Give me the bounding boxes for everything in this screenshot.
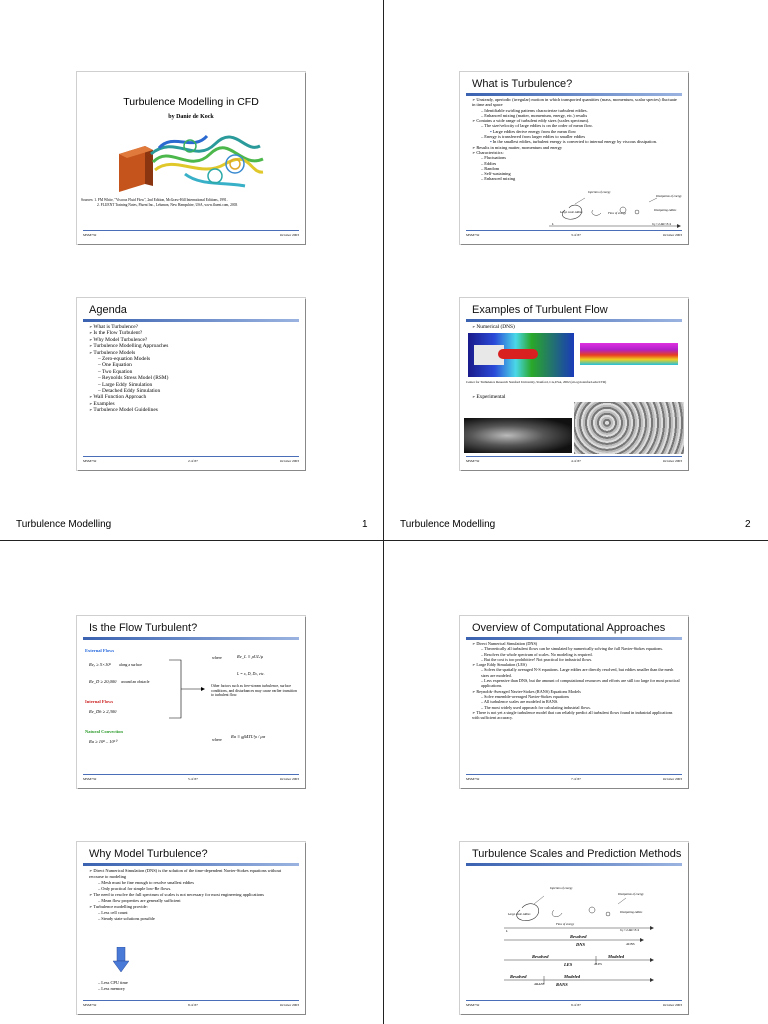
- slide-page-number: 5 of 87: [188, 777, 198, 781]
- slide-title: [77, 72, 305, 244]
- overview-bullet: ➢ Direct Numerical Simulation (DNS): [472, 641, 680, 646]
- agenda-sub-bullet: – Zero-equation Models: [89, 356, 297, 362]
- slide-date: October 2003: [279, 459, 299, 463]
- down-arrow-icon: [113, 947, 129, 973]
- delta-rans-label: ΔRANS: [534, 982, 545, 986]
- slide-agenda: [77, 298, 305, 470]
- course-code: MSM732: [466, 233, 480, 237]
- rans-modeled-label: Modeled: [564, 974, 580, 979]
- course-code: MSM732: [83, 233, 97, 237]
- title-rule: [83, 319, 299, 322]
- overview-list: [472, 641, 680, 720]
- slide-examples: [460, 298, 688, 470]
- slide-date: October 2003: [279, 1003, 299, 1007]
- result-item: – Less memory: [89, 986, 297, 992]
- dns-label: DNS: [576, 942, 586, 947]
- natural-convection-heading: Natural Convection: [85, 729, 123, 734]
- delta-les-label: ΔLES: [594, 962, 602, 966]
- slide-why-model: [77, 842, 305, 1014]
- overview-bullet: ➢ There is not yet a single turbulence model that can reliably predict all turbulent flows found in industrial applications with sufficient accuracy.: [472, 710, 680, 721]
- dns-jet-image: [468, 333, 574, 377]
- diagram-label: Dissipation of energy: [656, 194, 682, 198]
- internal-flows-heading: Internal Flows: [85, 699, 114, 704]
- reynolds-equation: Re_L ≡ ρUL/μ: [237, 654, 264, 659]
- dns-mixing-layer-image: [580, 343, 678, 365]
- course-code: MSM732: [83, 777, 97, 781]
- bullet: ➢ Results in mixing matter, momentum and energy: [472, 145, 680, 150]
- why-bullet: ➢ The need to resolve the full spectrum of scales is not necessary for most engineering applications: [89, 892, 297, 898]
- slide-7-title: Why Model Turbulence?: [89, 848, 208, 860]
- slide-page-number: 3 of 87: [571, 233, 581, 237]
- les-modeled-label: Modeled: [608, 954, 624, 959]
- agenda-bullet: ➢ Wall Function Approach: [89, 394, 297, 400]
- slide-4-footer: [466, 456, 682, 467]
- slide-date: October 2003: [279, 777, 299, 781]
- external-criterion-2-note: around an obstacle: [121, 680, 150, 684]
- overview-sub-bullet: – Resolves the whole spectrum of scales. No modeling is required.: [472, 652, 680, 657]
- diagram-label: Dissipation of energy: [618, 892, 644, 896]
- slide-is-flow-turbulent: [77, 616, 305, 788]
- slide-1-title: Turbulence Modelling in CFD: [123, 96, 259, 108]
- length-scale-note: L = x, D, Dₕ, etc.: [237, 671, 265, 676]
- delta-dns-label: ΔDNS: [626, 942, 635, 946]
- natural-convection-criterion: Ra ≥ 10⁸ – 10¹⁰: [89, 739, 117, 744]
- diagram-label: Flow of energy: [556, 922, 575, 926]
- overview-sub-bullet: – Less expensive than DNS, but the amount of computational resources and efforts are still too large for most practical applications.: [472, 678, 680, 689]
- where-label: where: [212, 737, 222, 742]
- column-divider: [383, 0, 384, 1024]
- overview-sub-bullet: – Solves the spatially averaged N-S equations. Large eddies are directly resolved, but eddies smaller than the mesh sizes are modeled.: [472, 667, 680, 678]
- slide-scales: [460, 842, 688, 1014]
- slide-8-footer: [466, 1000, 682, 1011]
- footer-page-number-1: 1: [362, 519, 368, 530]
- slide-6-footer: [466, 774, 682, 785]
- experimental-jet-photo: [464, 418, 572, 453]
- turbulence-simulation-image: [115, 124, 265, 196]
- slide-date: October 2003: [662, 777, 682, 781]
- slide-1-footer: [83, 230, 299, 241]
- slide-2-title: What is Turbulence?: [472, 78, 573, 90]
- agenda-bullet: ➢ What is Turbulence?: [89, 324, 297, 330]
- external-criterion-1-note: along a surface: [119, 663, 142, 667]
- agenda-bullet: ➢ Is the Flow Turbulent?: [89, 330, 297, 336]
- why-sub-bullet: – Less cell count: [89, 910, 297, 916]
- sub-bullet: – Energy is transferred from larger eddies to smaller eddies: [472, 134, 680, 139]
- agenda-bullet: ➢ Why Model Turbulence?: [89, 337, 297, 343]
- dns-resolved-label: Resolved: [570, 934, 587, 939]
- agenda-sub-bullet: – Large Eddy Simulation: [89, 382, 297, 388]
- slide-3-title: Agenda: [89, 304, 127, 316]
- experimental-heading: ➢ Experimental: [472, 394, 680, 401]
- agenda-list: [89, 324, 297, 414]
- diagram-label: L: [552, 222, 554, 226]
- agenda-sub-bullet: – One Equation: [89, 362, 297, 368]
- agenda-sub-bullet: – Reynolds Stress Model (RSM): [89, 375, 297, 381]
- footer-left-1: Turbulence Modelling: [16, 519, 112, 530]
- slide-5-footer: [83, 774, 299, 785]
- external-criterion-1: Reₓ ≥ 5×10⁵: [89, 662, 112, 667]
- why-bullet: ➢ Direct Numerical Simulation (DNS) is the solution of the time-dependent Navier-Stokes equations without recourse to modeling: [89, 868, 297, 880]
- title-rule: [466, 863, 682, 866]
- slide-2-bullets: [472, 97, 680, 182]
- characteristic: – Self-sustaining: [472, 171, 680, 176]
- numerical-heading: ➢ Numerical (DNS): [472, 324, 680, 331]
- footer-left-2: Turbulence Modelling: [400, 519, 496, 530]
- title-rule: [466, 93, 682, 96]
- slide-date: October 2003: [279, 233, 299, 237]
- slide-6-title: Overview of Computational Approaches: [472, 622, 666, 634]
- slide-8-title: Turbulence Scales and Prediction Methods: [472, 848, 682, 860]
- slide-3-footer: [83, 456, 299, 467]
- title-rule: [466, 319, 682, 322]
- les-label: LES: [564, 962, 573, 967]
- slide-4-title: Examples of Turbulent Flow: [472, 304, 608, 316]
- experimental-heading-wrap: [472, 394, 680, 401]
- agenda-bullet: ➢ Examples: [89, 401, 297, 407]
- slide-page-number: 8 of 87: [188, 1003, 198, 1007]
- slide-1-author: by Danie de Kock: [168, 114, 214, 120]
- course-code: MSM732: [83, 459, 97, 463]
- course-code: MSM732: [466, 459, 480, 463]
- experimental-turbulence-photo: [574, 402, 684, 454]
- why-sub-bullet: – Steady state solutions possible: [89, 916, 297, 922]
- sub-bullet: – Enhanced mixing (matter, momentum, energy, etc.) results: [472, 113, 680, 118]
- sub-sub-bullet: ▪ Large eddies derive energy from the mean flow: [472, 129, 680, 134]
- title-rule: [466, 637, 682, 640]
- agenda-sub-bullet: – Two Equation: [89, 369, 297, 375]
- diagram-label: Dissipating eddies: [654, 208, 677, 212]
- sub-bullet: – The size/velocity of large eddies is on the order of mean flow.: [472, 123, 680, 128]
- diagram-label: Dissipating eddies: [620, 910, 643, 914]
- slide-5-title: Is the Flow Turbulent?: [89, 622, 198, 634]
- diagram-label: Injection of energy: [588, 190, 611, 194]
- overview-sub-bullet: – Theoretically all turbulent flows can be simulated by numerically solving the full Navier-Stokes equations.: [472, 646, 680, 651]
- why-bullet: ➢ Turbulence modelling provide:: [89, 904, 297, 910]
- why-list: [89, 868, 297, 922]
- characteristic: – Random: [472, 166, 680, 171]
- why-sub-bullet: – Mean flow properties are generally sufficient: [89, 898, 297, 904]
- diagram-label: lη ≈ L/Re^3/4: [652, 222, 671, 226]
- image-credit: Center for Turbulence Research Stanford University, Stanford, CA,USA, 2002 (air.ogd.stanford.edu/CTR): [466, 380, 607, 384]
- slide-page-number: 9 of 87: [571, 1003, 581, 1007]
- overview-bullet: ➢ Large Eddy Simulation (LES): [472, 662, 680, 667]
- agenda-bullet: ➢ Turbulence Models: [89, 350, 297, 356]
- diagram-label: L: [506, 929, 508, 933]
- slide-page-number: 7 of 87: [571, 777, 581, 781]
- agenda-sub-bullet: – Detached Eddy Simulation: [89, 388, 297, 394]
- slide-date: October 2003: [662, 233, 682, 237]
- rayleigh-equation: Ra ≡ gβΔTL³ρ / μα: [231, 734, 266, 739]
- slide-computational-approaches: [460, 616, 688, 788]
- bullet: ➢ Contains a wide range of turbulent eddy sizes (scales spectrum).: [472, 118, 680, 123]
- slide-page-number: 4 of 87: [571, 459, 581, 463]
- slide-7-footer: [83, 1000, 299, 1011]
- sub-bullet: – Identifiable swirling patterns characterize turbulent eddies.: [472, 108, 680, 113]
- diagram-label: Large scale eddies: [560, 210, 583, 214]
- external-criterion-2: Re_D ≥ 20,000: [89, 679, 117, 684]
- external-flows-heading: External Flows: [85, 648, 115, 653]
- characteristic: – Fluctuations: [472, 155, 680, 160]
- slide-1-sources: Sources: 1. FM White, "Viscous Fluid Flow", 2nd Edition, McGraw-Hill International Editions, 1991.: [81, 198, 228, 202]
- slide-what-is-turbulence: [460, 72, 688, 244]
- slide-date: October 2003: [662, 459, 682, 463]
- title-rule: [83, 637, 299, 640]
- bracket-arrow: [167, 656, 207, 726]
- diagram-label: Flow of energy: [608, 211, 627, 215]
- where-label: where: [212, 655, 222, 660]
- overview-sub-bullet: – Solve ensemble-averaged Navier-Stokes equations: [472, 694, 680, 699]
- slide-date: October 2003: [662, 1003, 682, 1007]
- course-code: MSM732: [83, 1003, 97, 1007]
- overview-sub-bullet: – The most widely used approach for calculating industrial flows.: [472, 705, 680, 710]
- slide-page-number: 2 of 87: [188, 459, 198, 463]
- overview-sub-bullet: – But the cost is too prohibitive! Not practical for industrial flows.: [472, 657, 680, 662]
- other-factors-note: Other factors such as free-stream turbulence, surface conditions, and disturbances may cause earlier transition to turbulent flow.: [211, 684, 297, 698]
- numerical-heading-wrap: [472, 324, 680, 331]
- rans-label: RANS: [556, 982, 568, 987]
- rans-resolved-label: Resolved: [510, 974, 527, 979]
- row-divider: [0, 540, 768, 541]
- overview-bullet: ➢ Reynolds-Averaged Navier-Stokes (RANS) Equations Models: [472, 689, 680, 694]
- overview-sub-bullet: – All turbulence scales are modeled in RANS.: [472, 699, 680, 704]
- title-rule: [83, 863, 299, 866]
- diagram-label: Injection of energy: [550, 886, 573, 890]
- agenda-bullet: ➢ Turbulence Modelling Approaches: [89, 343, 297, 349]
- bullet: ➢ Unsteady, aperiodic (irregular) motion in which transported quantities (mass, momentum, scalar species) fluctuate in time and space: [472, 97, 680, 108]
- les-resolved-label: Resolved: [532, 954, 549, 959]
- course-code: MSM732: [466, 1003, 480, 1007]
- diagram-label: lη ≈ L/Re^3/4: [620, 928, 639, 932]
- sub-sub-bullet: ▪ In the smallest eddies, turbulent energy is converted to internal energy by viscous dissipation.: [472, 139, 680, 144]
- why-results: [89, 980, 297, 992]
- diagram-label: Large scale eddies: [508, 912, 531, 916]
- slide-1-sources-2: 2. FLUENT Training Notes, Fluent Inc., Lebanon, New Hampshire, USA, www.fluent.com, 2003: [97, 203, 238, 207]
- characteristic: – Enhanced mixing: [472, 176, 680, 181]
- why-sub-bullet: – Only practical for simple low-Re flows.: [89, 886, 297, 892]
- characteristic: – Eddies: [472, 161, 680, 166]
- footer-page-number-2: 2: [745, 519, 751, 530]
- slide-2-footer: [466, 230, 682, 241]
- agenda-bullet: ➢ Turbulence Model Guidelines: [89, 407, 297, 413]
- course-code: MSM732: [466, 777, 480, 781]
- why-sub-bullet: – Mesh must be fine enough to resolve smallest eddies: [89, 880, 297, 886]
- bullet: ➢ Characteristics:: [472, 150, 680, 155]
- result-item: – Less CPU time: [89, 980, 297, 986]
- internal-criterion: Re_Dh ≥ 2,300: [89, 709, 117, 714]
